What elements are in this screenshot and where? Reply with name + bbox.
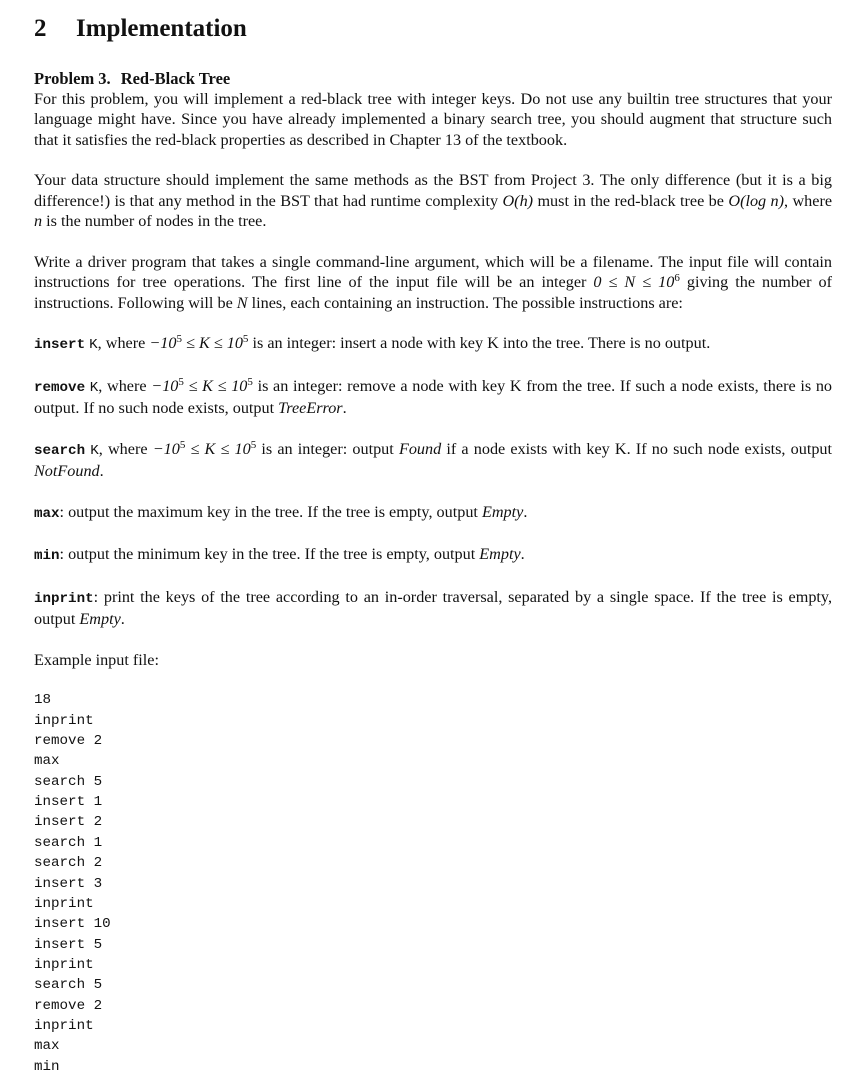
code-line: insert 10	[34, 916, 111, 933]
section-title: Implementation	[76, 15, 247, 42]
code-line: insert 5	[34, 936, 103, 953]
code-line: 18	[34, 692, 52, 709]
section-number: 2	[34, 15, 47, 42]
instruction-max: max: output the maximum key in the tree. If the tree is empty, output Empty.	[34, 502, 528, 522]
code-line: remove 2	[34, 733, 103, 750]
cmd-max: max	[34, 505, 60, 522]
instruction-inprint: inprint: print the keys of the tree according to an in-order traversal, separated by a single space. If the tree is empty, output Empty.	[34, 588, 832, 629]
instruction-min: min: output the minimum key in the tree. If the tree is empty, output Empty.	[34, 545, 525, 565]
problem-heading	[34, 69, 832, 89]
methods-paragraph: Your data structure should implement the same methods as the BST from Project 3. The only difference (but it is a big difference!) is that any method in the BST that had runtime complexity O(h) must in the red-black tree be O(log n), where n is the number of nodes in the tree.	[34, 171, 833, 231]
code-line: inprint	[34, 1017, 94, 1034]
section-heading	[34, 14, 832, 44]
instruction-remove: remove K, where $-10^5 \le K \le 10^5$ is an integer: remove a node with key K from the tree. If such a node exists, there is no output. If no such node exists, output TreeError.	[34, 375, 833, 418]
problem-label: Problem 3.	[34, 69, 111, 88]
code-line: inprint	[34, 956, 94, 973]
complexity-ologn: O(log n)	[728, 191, 785, 210]
code-line: search 5	[34, 977, 103, 994]
problem-name: Red-Black Tree	[120, 69, 231, 88]
instruction-count-range: 0 ≤ N ≤ 10	[593, 273, 675, 292]
instruction-search: search K, where $-10^5 \le K \le 10^5$ is an integer: output Found if a node exists with key K. If no such node exists, output NotFound.	[34, 438, 833, 481]
code-line: insert 2	[34, 814, 103, 831]
instruction-insert: insert K, where $-10^5 \le K \le 10^5$ is an integer: insert a node with key K into the tree. There is no output.	[34, 333, 711, 354]
code-line: insert 3	[34, 875, 103, 892]
example-code-block	[34, 690, 832, 1077]
code-line: max	[34, 753, 60, 770]
code-line: search 2	[34, 855, 103, 872]
code-line: inprint	[34, 895, 94, 912]
intro-paragraph: For this problem, you will implement a red-black tree with integer keys. Do not use any builtin tree structures that your language might have. Since you have already implemented a binary search tree, you should augment that structure such that it satisfies the red-black properties as described in Chapter 13 of the textbook.	[34, 90, 832, 149]
code-line: max	[34, 1038, 60, 1055]
code-line: inprint	[34, 712, 94, 729]
driver-paragraph: Write a driver program that takes a single command-line argument, which will be a filename. The input file will contain instructions for tree operations. The first line of the input file will be an integer $0 \le N \le 10^6$ giving the number of instructions. Following will be N lines, each containing an instruction. The possible instructions are:	[34, 252, 832, 312]
example-label: Example input file:	[34, 651, 159, 669]
cmd-min: min	[34, 548, 60, 565]
code-line: min	[34, 1058, 60, 1075]
cmd-inprint: inprint	[34, 591, 94, 607]
cmd-insert: insert	[34, 337, 86, 354]
code-line: search 5	[34, 773, 103, 790]
cmd-search: search	[34, 442, 86, 459]
document-page	[34, 14, 832, 1077]
cmd-remove: remove	[34, 379, 86, 396]
code-line: search 1	[34, 834, 103, 851]
code-line: remove 2	[34, 997, 103, 1014]
code-line: insert 1	[34, 794, 103, 811]
complexity-oh: O(h)	[502, 191, 534, 210]
